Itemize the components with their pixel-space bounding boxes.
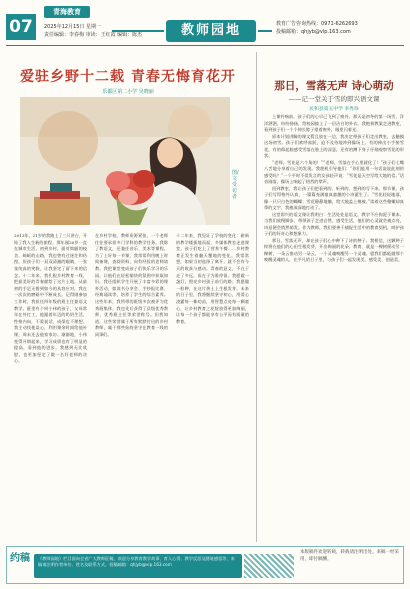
column-title: 教师园地 [166,20,256,42]
right-article-author: 民和县第五中学 李秀珍 [309,107,359,112]
paragraph: 上课铃响前，孩子们的心早已飞到了窗外。那天是初冬的第一场雪，洋洋洒洒，纷纷扬扬，给校园披上了一层洁白的外衣。我抱着教案走进教室，看到孩子们一个个伸长脖子望着窗外，眼里闪着光。 [264,114,404,132]
paragraph: 这堂即兴的语文课让我明白：生活处处是语文，教学不应拘泥于课本。当我们放慢脚步，带领孩子走进自然、感受生活，他们的心灵就会被点亮，诗意便会悄然萌发。作为教师，我们要善于捕捉生活中的教育契机，呵护孩子们的好奇心和想象力。 [264,211,404,236]
issue-date: 2025年12月15日 星期一 [44,24,102,30]
paragraph: “老师，雪花是六个角的！”“老师，雪落在手心里就化了！”孩子们七嘴八舌地分享着自己的发现。我趁机引导他们：“你们能用一句话说说此刻的感受吗？”一个平时不爱发言的女孩轻声说：“雪花是天空写给大地的信。”话音刚落，操场上响起了热烈的掌声。 [264,159,404,184]
footer-note: 本版稿件欢迎转载，转载请注明出处。来稿一经采用，即付稿酬。 [300,550,399,562]
left-article-column-2: 在乡村学校，教师资源紧张，一个老师往往要承担多门学科的教学任务。我除了教语文，还兼任音乐、美术等课程。为了上好每一节课，我常常利用晚上时间备课，查阅资料，向有经验的老师请教。我把课堂变成孩子们快乐学习的乐园，让他们在轻松愉快的氛围中获取知识。我还组织学生开展了丰富多彩的课外活动，如读书分享会、手抄报比赛、经典诵读等，培养了学生的综合素养。这些年来，我所带的班级多次被评为优秀班集体，我也先后获得了县级优秀教师、优秀班主任等荣誉称号。但我知道，这些荣誉属于所有默默付出的乡村教师，属于那些始终坚守在教育一线的同事们。 [95,233,168,337]
left-article-column-1: 2013年，21岁的我踏上了三尺讲台，开始了我人生新的旅程。那年刚20岁一直在城市生活，初到乡村，面对简陋的校舍、崎岖的山路，我也曾有过迷茫和彷徨。但孩子们一双双清澈的眼睛，一张张纯真的笑脸，让我坚定了留下来的信念。十二年来，我扎根乡村教育一线，把最美好的青春献给了这片土地。从最初的手足无措到如今的从容应对，我在一次次的磨砺中不断成长。记得刚参加工作时，我担任四年级的班主任兼语文教学。班里有个叫小伟的孩子，父母常年在外打工，他跟着年迈的奶奶生活，性格内向，不爱说话，成绩也不理想。我主动找他谈心，利用课余时间给他补课，周末还去他家家访。渐渐地，小伟变得开朗起来，学习成绩也有了明显的提高。看到他的进步，我感到无比欣慰，也更加坚定了做一名好老师的决心。 [14,233,87,364]
column-divider [256,52,257,542]
footer-decoration [244,554,294,578]
newspaper-logo: 青海教育 [44,6,90,18]
article-photo [20,97,230,225]
footer-label: 约稿 [10,553,30,564]
photo-caption: 图/文 受访者 [232,170,239,200]
right-article-body [264,114,404,544]
left-article-body [14,233,252,533]
teacher-with-flowers-illustration [20,97,230,225]
left-article-column-3: 十二年来，我见证了学校的变化：崭新的教学楼拔地而起，多媒体教室走进课堂，孩子们吃上了营养午餐……乡村教育正发生着翻天覆地的变化。我常常想，如果当初选择了离开，就不会有今天的收获与感动。青春的意义，不在于走了多远，而在于为谁停留。我愿做一盏灯，照亮乡村孩子前行的路；我愿做一粒种，在这片热土上生根发芽。未来的日子里，我将继续坚守初心，用爱心浇灌每一株幼苗，用智慧点亮每一颗童心，让乡村教育之花绽放得更加绚丽，让每一个孩子都能享有公平而有质量的教育。 [176,233,249,324]
column-title-rule-left [112,30,164,32]
paragraph: 那日，雪落无声，却在孩子们心中种下了诗的种子。我相信，这颗种子终将在他们的心田生根发芽，开出绚丽的花朵。教育，就是一棵树摇动另一棵树，一朵云推动另一朵云，一个灵魂唤醒另一个灵魂。愿我们都能做那个唤醒灵魂的人，在平凡的日子里，与孩子们一起发现美、感受美、创造美。 [264,237,404,262]
left-article-author: 乐都区第二小学 吴晓丽 [102,89,154,95]
contact-info [276,20,358,36]
page-header [0,0,410,48]
paragraph: 回到教室，我让孩子们把看到的、听到的、想到的写下来。那节课，孩子们写得格外认真，一篇篇充满童真童趣的小诗诞生了。“雪花轻轻地落，像一只只白色的蝴蝶；雪花静静地躺，给大地盖上棉被。”读着这些稚嫩却真挚的文字，我被深深地打动了。 [264,185,404,210]
editor-line: 责任编辑：李春梅 审读：王红霞 编辑：陈杰 [44,32,143,38]
right-article-subtitle: ——记一堂关于雪的即兴语文课 [288,95,380,103]
call-for-submissions: 《教师园地》栏目面向全省广大教师征稿，欢迎分享教育教学故事、育人心得、教学反思及随笔感悟等，来稿请注明作者单位、姓名及联系方式。投稿邮箱：qhjyb@vip.163.com [34,554,242,578]
ad-hotline: 教育广告咨询热线：0971-6262693 [276,21,358,27]
paragraph: 原本计划讲解的课文暂且放在一边，我决定带孩子们走出教室，去触摸这场初雪。孩子们欢呼雀跃，迫不及待地冲到操场上。有的伸出小手接雪花，有的仰起脸感受雪落在脸上的凉意，还有的蹲下身子仔细观察雪花的形状。 [264,133,404,158]
header-divider [6,45,404,46]
left-article-title: 爱驻乡野十二载 青春无悔育花开 [20,69,236,85]
page-number: 07 [6,14,36,40]
submission-email: 投稿邮箱：qhjyb@vip.163.com [276,29,351,35]
column-title-rule-right [258,30,272,32]
right-article-title: 那日，雪落无声 诗心萌动 [274,80,394,92]
